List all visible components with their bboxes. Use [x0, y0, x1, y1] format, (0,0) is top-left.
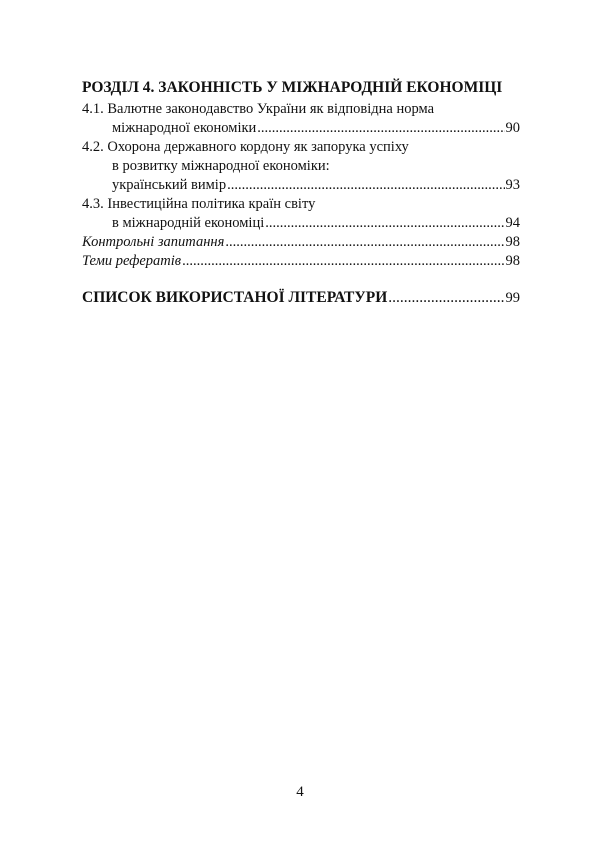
- toc-entry-4-2[interactable]: [82, 176, 520, 195]
- toc-entry-bibliography-page: 99: [505, 290, 520, 306]
- dot-leader: [265, 214, 504, 233]
- page-number: 4: [296, 784, 304, 800]
- section-title: РОЗДІЛ 4. ЗАКОННІСТЬ У МІЖНАРОДНІЙ ЕКОНОМІЦІ: [82, 79, 503, 96]
- toc-entry-4-2-line2: в розвитку міжнародної економіки:: [112, 158, 330, 174]
- toc-entry-4-2-line1: 4.2. Охорона державного кордону як запорука успіху: [82, 139, 409, 155]
- dot-leader: [225, 233, 504, 252]
- dot-leader: [182, 252, 504, 271]
- dot-leader: [388, 287, 504, 308]
- toc-entry-4-2-title: український вимір: [112, 177, 227, 193]
- toc-entry-essay-topics-title: Теми рефератів: [82, 253, 182, 269]
- toc-entry-4-1-title: міжнародної економіки: [112, 120, 257, 136]
- toc-entry-4-1-line1: 4.1. Валютне законодавство України як відповідна норма: [82, 101, 435, 117]
- toc-entry-4-1-page: 90: [505, 120, 520, 136]
- toc-entry-4-2-page: 93: [505, 177, 520, 193]
- toc-entry-4-1[interactable]: [82, 119, 520, 138]
- toc-entry-4-3-page: 94: [505, 215, 520, 231]
- toc-entry-essay-topics[interactable]: [82, 252, 520, 271]
- dot-leader: [257, 119, 504, 138]
- table-of-contents: [82, 78, 520, 309]
- toc-entry-control-questions-page: 98: [505, 234, 520, 250]
- toc-entry-bibliography-title: СПИСОК ВИКОРИСТАНОЇ ЛІТЕРАТУРИ: [82, 289, 388, 306]
- toc-entry-4-3-title: в міжнародній економіці: [112, 215, 265, 231]
- toc-entry-4-3-line1: 4.3. Інвестиційна політика країн світу: [82, 196, 316, 212]
- toc-entry-bibliography[interactable]: [82, 287, 520, 309]
- toc-entry-control-questions-title: Контрольні запитання: [82, 234, 225, 250]
- toc-entry-4-3[interactable]: [82, 214, 520, 233]
- toc-entry-essay-topics-page: 98: [505, 253, 520, 269]
- toc-entry-control-questions[interactable]: [82, 233, 520, 252]
- dot-leader: [227, 176, 504, 195]
